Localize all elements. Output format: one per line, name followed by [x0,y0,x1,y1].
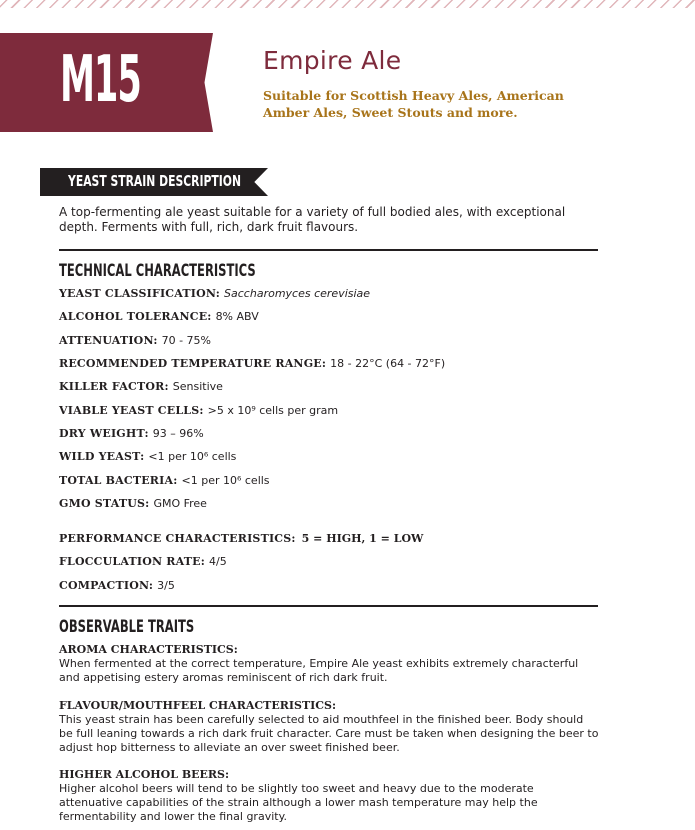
flocculation-row [59,555,227,568]
compaction-value: 3/5 [157,579,175,592]
performance-key: PERFORMANCE CHARACTERISTICS: [59,532,296,545]
spec-key: WILD YEAST: [59,450,145,463]
spec-value: <1 per 10⁶ cells [181,474,270,487]
spec-row [59,357,445,370]
trait-text: This yeast strain has been carefully selected to aid mouthfeel in the finished beer. Body should be full leaning towards a rich dark fruit character. Care must be taken when designing the beer to adjust hop bitterness to alleviate an over sweet finished beer. [59,713,599,754]
spec-row [59,380,223,393]
trait-key: HIGHER ALCOHOL BEERS: [59,768,230,781]
spec-value: Saccharomyces cerevisiae [224,287,371,300]
trait-key: AROMA CHARACTERISTICS: [59,643,238,656]
observable-heading: OBSERVABLE TRAITS [59,617,195,637]
spec-key: RECOMMENDED TEMPERATURE RANGE: [59,357,327,370]
trait-text: When fermented at the correct temperature, Empire Ale yeast exhibits extremely characterful and appetising estery aromas reminiscent of rich dark fruit. [59,657,579,684]
spec-key: KILLER FACTOR: [59,380,169,393]
spec-row [59,474,270,487]
spec-value: Sensitive [172,380,223,393]
spec-row [59,310,259,323]
spec-key: GMO STATUS: [59,497,150,510]
spec-key: YEAST CLASSIFICATION: [59,287,221,300]
compaction-key: COMPACTION: [59,579,154,592]
spec-key: TOTAL BACTERIA: [59,474,178,487]
section-tag-label: YEAST STRAIN DESCRIPTION [68,172,242,190]
performance-row [59,532,423,545]
trait-block [59,643,599,685]
top-decorative-hatch [0,0,695,8]
spec-row [59,497,207,510]
trait-key: FLAVOUR/MOUTHFEEL CHARACTERISTICS: [59,699,337,712]
trait-block [59,768,599,824]
spec-value: 70 - 75% [161,334,211,347]
spec-row [59,334,211,347]
divider [59,605,598,607]
spec-row [59,427,204,440]
spec-value: 18 - 22°C (64 - 72°F) [330,357,446,370]
divider [59,249,598,251]
spec-value: 93 – 96% [152,427,204,440]
spec-row [59,450,236,463]
spec-value: <1 per 10⁶ cells [148,450,237,463]
spec-key: VIABLE YEAST CELLS: [59,404,204,417]
spec-key: ALCOHOL TOLERANCE: [59,310,212,323]
trait-text: Higher alcohol beers will tend to be slightly too sweet and heavy due to the moderate attenuative capabilities of the strain although a lower mash temperature may help the fermentability and lower the final gravity. [59,782,538,823]
spec-key: ATTENUATION: [59,334,158,347]
flocculation-key: FLOCCULATION RATE: [59,555,205,568]
spec-row [59,287,370,300]
spec-value: 8% ABV [215,310,259,323]
technical-heading: TECHNICAL CHARACTERISTICS [59,261,256,281]
spec-key: DRY WEIGHT: [59,427,149,440]
trait-block [59,699,599,755]
page-title: Empire Ale [263,46,402,75]
flocculation-value: 4/5 [209,555,227,568]
performance-scale: 5 = HIGH, 1 = LOW [301,532,424,545]
strain-code: M15 [60,43,141,117]
strain-description: A top-fermenting ale yeast suitable for a variety of full bodied ales, with exceptional depth. Ferments with full, rich, dark fruit flavours. [59,205,566,234]
spec-row [59,404,338,417]
compaction-row [59,579,175,592]
spec-value: GMO Free [153,497,207,510]
page-subtitle: Suitable for Scottish Heavy Ales, American Amber Ales, Sweet Stouts and more. [263,88,564,120]
spec-value: >5 x 10⁹ cells per gram [207,404,339,417]
